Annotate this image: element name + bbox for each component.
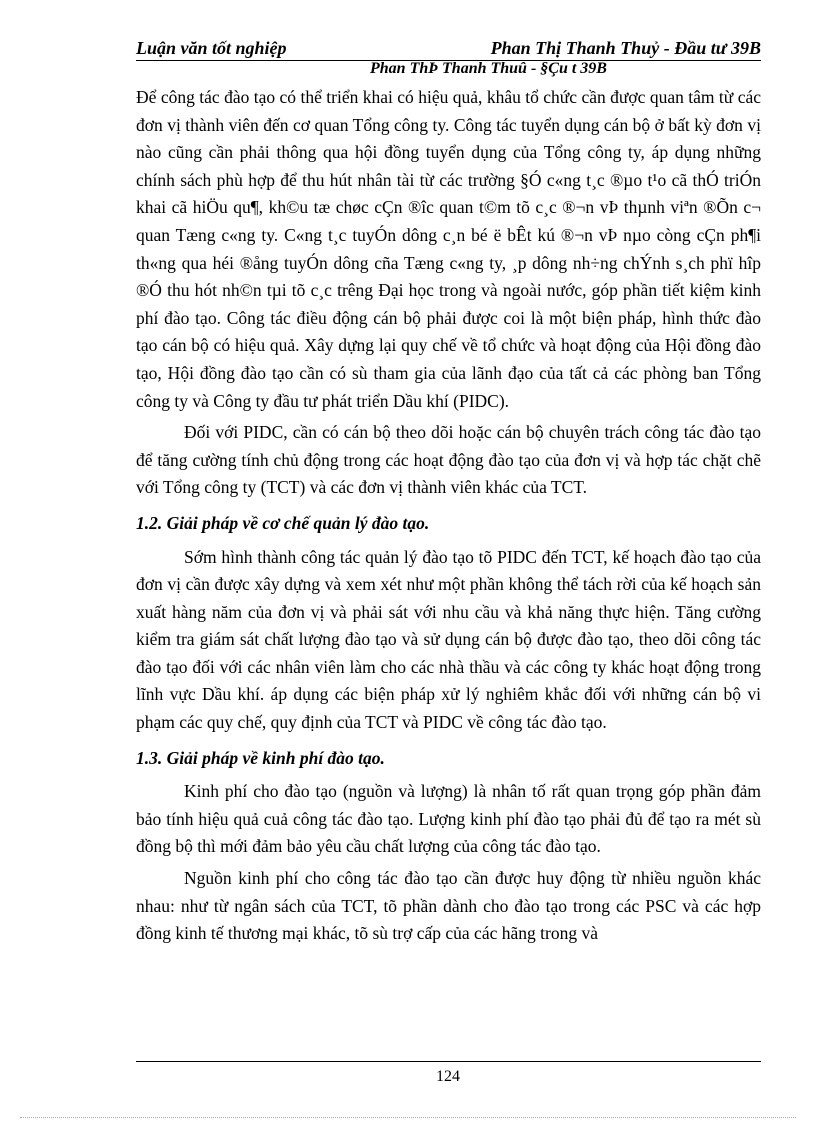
header-left: Luận văn tốt nghiệp [136, 38, 287, 58]
paragraph: Để công tác đào tạo có thể triển khai có hiệu quả, khâu tổ chức cần được quan tâm từ các đơn vị thành viên đến cơ quan Tổng công ty. Công tác tuyển dụng cán bộ ở bất kỳ đơn vị nào cũng cần phải thông qua hội đồng tuyển dụng của Tổng công ty, áp dụng những chính sách phù hợp để thu hút nhân tài từ các trường §Ó c«ng t¸c ®µo t¹o cã thÓ triÓn khai cã hiÖu qu¶, kh©u tæ chøc cÇn ®îc quan t©m tõ c¸c ®¬n vÞ thµnh viªn ®Õn c¬ quan Tæng c«ng ty. C«ng t¸c tuyÓn dông c¸n bé ë bÊt kú ®¬n vÞ nµo còng cÇn ph¶i th«ng qua héi ®ång tuyÓn dông cña Tæng c«ng ty, ¸p dông nh÷ng chÝnh s¸ch phï hîp ®Ó thu hót nh©n tµi tõ c¸c trêng Đại học trong và ngoài nước, góp phần tiết kiệm kinh phí đào tạo. Công tác điều động cán bộ phải được coi là một biện pháp, hình thức đào tạo cán bộ có hiệu quả. Xây dựng lại quy chế về tổ chức và hoạt động của Hội đồng đào tạo, Hội đồng đào tạo cần có sù tham gia của lãnh đạo của tất cả các phòng ban Tổng công ty và Công ty đầu tư phát triển Dầu khí (PIDC). [136, 87, 761, 411]
paragraph: Đối với PIDC, cần có cán bộ theo dõi hoặc cán bộ chuyên trách công tác đào tạo để tăng cường tính chủ động trong các hoạt động đào tạo của đơn vị và hợp tác chặt chẽ với Tổng công ty (TCT) và các đơn vị thành viên khác của TCT. [136, 422, 761, 498]
header-right: Phan Thị Thanh Thuỷ - Đầu tư 39B [490, 38, 761, 58]
paragraph: Kinh phí cho đào tạo (nguồn và lượng) là nhân tố rất quan trọng góp phần đảm bảo tính hiệu quả cuả công tác đào tạo. Lượng kinh phí đào tạo phải đủ để tạo ra mét sù đồng bộ thì mới đảm bảo yêu cầu chất lượng của công tác đào tạo. [136, 781, 761, 857]
page-header [136, 38, 761, 59]
section-heading: 1.2. Giải pháp về cơ chế quản lý đào tạo. [136, 512, 430, 533]
paragraph: Sớm hình thành công tác quản lý đào tạo tõ PIDC đến TCT, kế hoạch đào tạo của đơn vị cần được xây dựng và xem xét như một phần không thể tách rời của kế hoạch sản xuất hàng năm của đơn vị và phải sát với nhu cầu và khả năng thực hiện. Tăng cường kiểm tra giám sát chất lượng đào tạo và sử dụng cán bộ được đào tạo, theo dõi công tác đào tạo đối với các nhân viên làm cho các nhà thầu và các công ty khác hoạt động trong lĩnh vực Dầu khí. áp dụng các biện pháp xử lý nghiêm khắc đối với những cán bộ vi phạm các quy chế, quy định của TCT và PIDC về công tác đào tạo. [136, 546, 761, 733]
paragraph: Nguồn kinh phí cho công tác đào tạo cần được huy động từ nhiều nguồn khác nhau: như từ ngân sách của TCT, tõ phần dành cho đào tạo trong các PSC và các hợp đồng kinh tế thương mại khác, tõ sù trợ cấp của các hãng trong và [136, 868, 761, 944]
body-text [136, 84, 761, 948]
section-heading: 1.3. Giải pháp về kinh phí đào tạo. [136, 747, 385, 768]
header-garbled: Phan ThÞ Thanh Thuû - §Çu t 39B [370, 60, 607, 77]
page-edge-divider [20, 1117, 796, 1118]
footer-rule [136, 1061, 761, 1062]
page-number: 124 [436, 1068, 460, 1085]
